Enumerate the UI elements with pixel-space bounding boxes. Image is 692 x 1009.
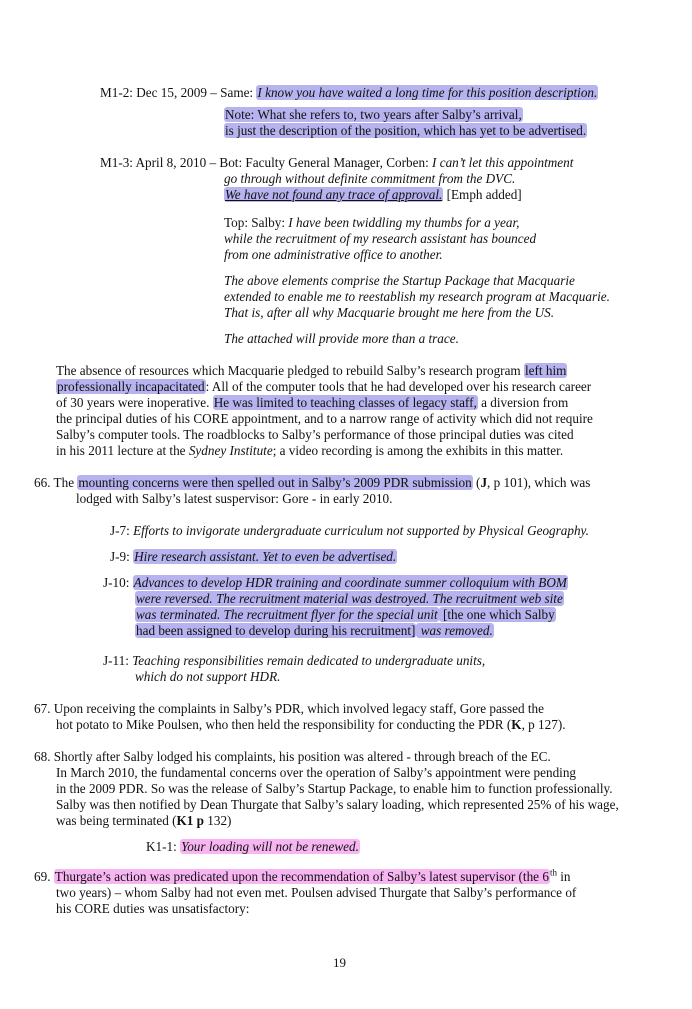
text-run: : All of the computer tools that he had developed over his research career [205, 379, 592, 394]
text-run: Teaching responsibilities remain dedicated to undergraduate units, [132, 653, 486, 668]
text-line [224, 247, 443, 263]
text-run: two years) – whom Salby had not even met. Poulsen advised Thurgate that Salby’s performance of [56, 885, 577, 900]
text-run: of 30 years were inoperative. [56, 395, 213, 410]
text-line [146, 839, 360, 855]
text-line [224, 187, 522, 203]
text-line [135, 623, 494, 639]
text-line [224, 171, 515, 187]
text-line [34, 869, 571, 885]
text-line [56, 781, 613, 797]
text-run: th [549, 867, 557, 878]
text-run: professionally incapacitated [57, 379, 205, 394]
text-line [224, 273, 575, 289]
text-line [34, 701, 544, 717]
text-run: which do not support HDR. [135, 669, 281, 684]
text-run: 67. Upon receiving the complaints in Salby’s PDR, which involved legacy staff, Gore passed the [34, 701, 544, 716]
text-run: K [511, 717, 522, 732]
text-run: Note: What she refers to, two years after Salby’s arrival, [225, 107, 522, 122]
text-run: I have been twiddling my thumbs for a year, [288, 215, 520, 230]
text-run: in his 2011 lecture at the [56, 443, 189, 458]
text-line [224, 231, 536, 247]
text-line [135, 669, 280, 685]
text-run: was terminated. The recruitment flyer for the special unit [136, 607, 438, 622]
text-run: had been assigned to develop during his recruitment] [136, 623, 416, 638]
text-line [56, 427, 574, 443]
text-run: That is, after all why Macquarie brought me here from the US. [224, 305, 555, 320]
text-run: I know you have waited a long time for this position description. [257, 85, 598, 100]
text-line [56, 885, 576, 901]
text-line [56, 379, 591, 395]
text-run: from one administrative office to another. [224, 247, 443, 262]
text-run: the principal duties of his CORE appointment, and to a narrow range of activity which did not require [56, 411, 593, 426]
text-run: , p 101), which was [487, 475, 591, 490]
text-line [56, 443, 563, 459]
text-run: Advances to develop HDR training and coordinate summer colloquium with BOM [133, 575, 567, 590]
text-run: I can’t let this appointment [432, 155, 574, 170]
text-line [103, 653, 485, 669]
text-line [56, 797, 619, 813]
text-line [34, 475, 590, 491]
text-line [110, 523, 589, 539]
text-run: Salby’s computer tools. The roadblocks to Salby’s performance of those principal duties was cited [56, 427, 574, 442]
text-run: We have not found any trace of approval. [225, 187, 443, 202]
text-run: Sydney Institute [188, 443, 273, 458]
text-line [224, 215, 519, 231]
text-line [103, 575, 568, 591]
text-line [224, 305, 554, 321]
text-run: J-7: [110, 523, 134, 538]
text-run: his CORE duties was unsatisfactory: [56, 901, 250, 916]
text-run: 68. Shortly after Salby lodged his complaints, his position was altered - through breach of the EC. [34, 749, 551, 764]
text-run: Your loading will not be renewed. [181, 839, 359, 854]
text-run: J-9: [110, 549, 134, 564]
text-run: mounting concerns were then spelled out in Salby’s 2009 PDR submission [78, 475, 472, 490]
text-run: He was limited to teaching classes of legacy staff, [213, 395, 477, 410]
text-run: Efforts to invigorate undergraduate curriculum not supported by Physical Geography. [133, 523, 589, 538]
text-line [224, 107, 523, 123]
text-run: Top: Salby: [224, 215, 289, 230]
text-line [56, 363, 567, 379]
text-run: [the one which Salby [439, 607, 555, 622]
text-run: 132) [203, 813, 232, 828]
page-number: 19 [333, 955, 346, 970]
text-line [56, 395, 568, 411]
text-run: In March 2010, the fundamental concerns over the operation of Salby’s appointment were pending [56, 765, 577, 780]
text-run: lodged with Salby’s latest suspervisor: Gore - in early 2010. [76, 491, 393, 506]
text-run: The absence of resources which Macquarie pledged to rebuild Salby’s research program [56, 363, 524, 378]
text-line [224, 331, 459, 347]
text-run: The attached will provide more than a trace. [224, 331, 459, 346]
text-line [224, 289, 610, 305]
text-run: in the 2009 PDR. So was the release of Salby’s Startup Package, to enable him to function professionally. [56, 781, 613, 796]
text-run: M1-3: April 8, 2010 – Bot: Faculty General Manager, Corben: [100, 155, 433, 170]
text-run: while the recruitment of my research assistant has bounced [224, 231, 537, 246]
text-line [224, 123, 587, 139]
text-run: [Emph added] [443, 187, 522, 202]
text-run: J [480, 475, 488, 490]
text-line [100, 85, 598, 101]
text-line [76, 491, 392, 507]
text-run: 66. The [34, 475, 78, 490]
text-run: M1-2: Dec 15, 2009 – Same: [100, 85, 257, 100]
text-run: ; a video recording is among the exhibits in this matter. [272, 443, 564, 458]
text-run: were reversed. The recruitment material was destroyed. The recruitment web site [136, 591, 563, 606]
text-run: hot potato to Mike Poulsen, who then held the responsibility for conducting the PDR ( [56, 717, 512, 732]
text-run: J-11: [103, 653, 133, 668]
text-line [56, 411, 593, 427]
text-line [56, 901, 249, 917]
text-run: Salby was then notified by Dean Thurgate that Salby’s salary loading, which represented 25% of his wage, [56, 797, 619, 812]
text-run: Thurgate’s action was predicated upon the recommendation of Salby’s latest supervisor (the 6 [54, 869, 549, 884]
text-run: The above elements comprise the Startup Package that Macquarie [224, 273, 575, 288]
text-run: extended to enable me to reestablish my research program at Macquarie. [224, 289, 610, 304]
text-line [100, 155, 573, 171]
text-run: K1 p [176, 813, 204, 828]
text-run: was being terminated ( [56, 813, 177, 828]
text-run: is just the description of the position, which has yet to be advertised. [225, 123, 587, 138]
text-run: left him [524, 363, 567, 378]
text-line [110, 549, 397, 565]
text-line [135, 607, 556, 623]
text-line [34, 749, 551, 765]
text-run: in [556, 869, 571, 884]
text-run: a diversion from [477, 395, 569, 410]
text-run: was removed. [417, 623, 493, 638]
text-run: 69. [34, 869, 54, 884]
text-run: , p 127). [521, 717, 566, 732]
text-line [135, 591, 564, 607]
text-run: K1-1: [146, 839, 181, 854]
text-run: go through without definite commitment from the DVC. [224, 171, 516, 186]
text-run: J-10: [103, 575, 133, 590]
text-line [56, 717, 566, 733]
text-run: Hire research assistant. Yet to even be advertised. [134, 549, 397, 564]
text-line [56, 813, 231, 829]
text-line [56, 765, 576, 781]
text-run: ( [472, 475, 481, 490]
